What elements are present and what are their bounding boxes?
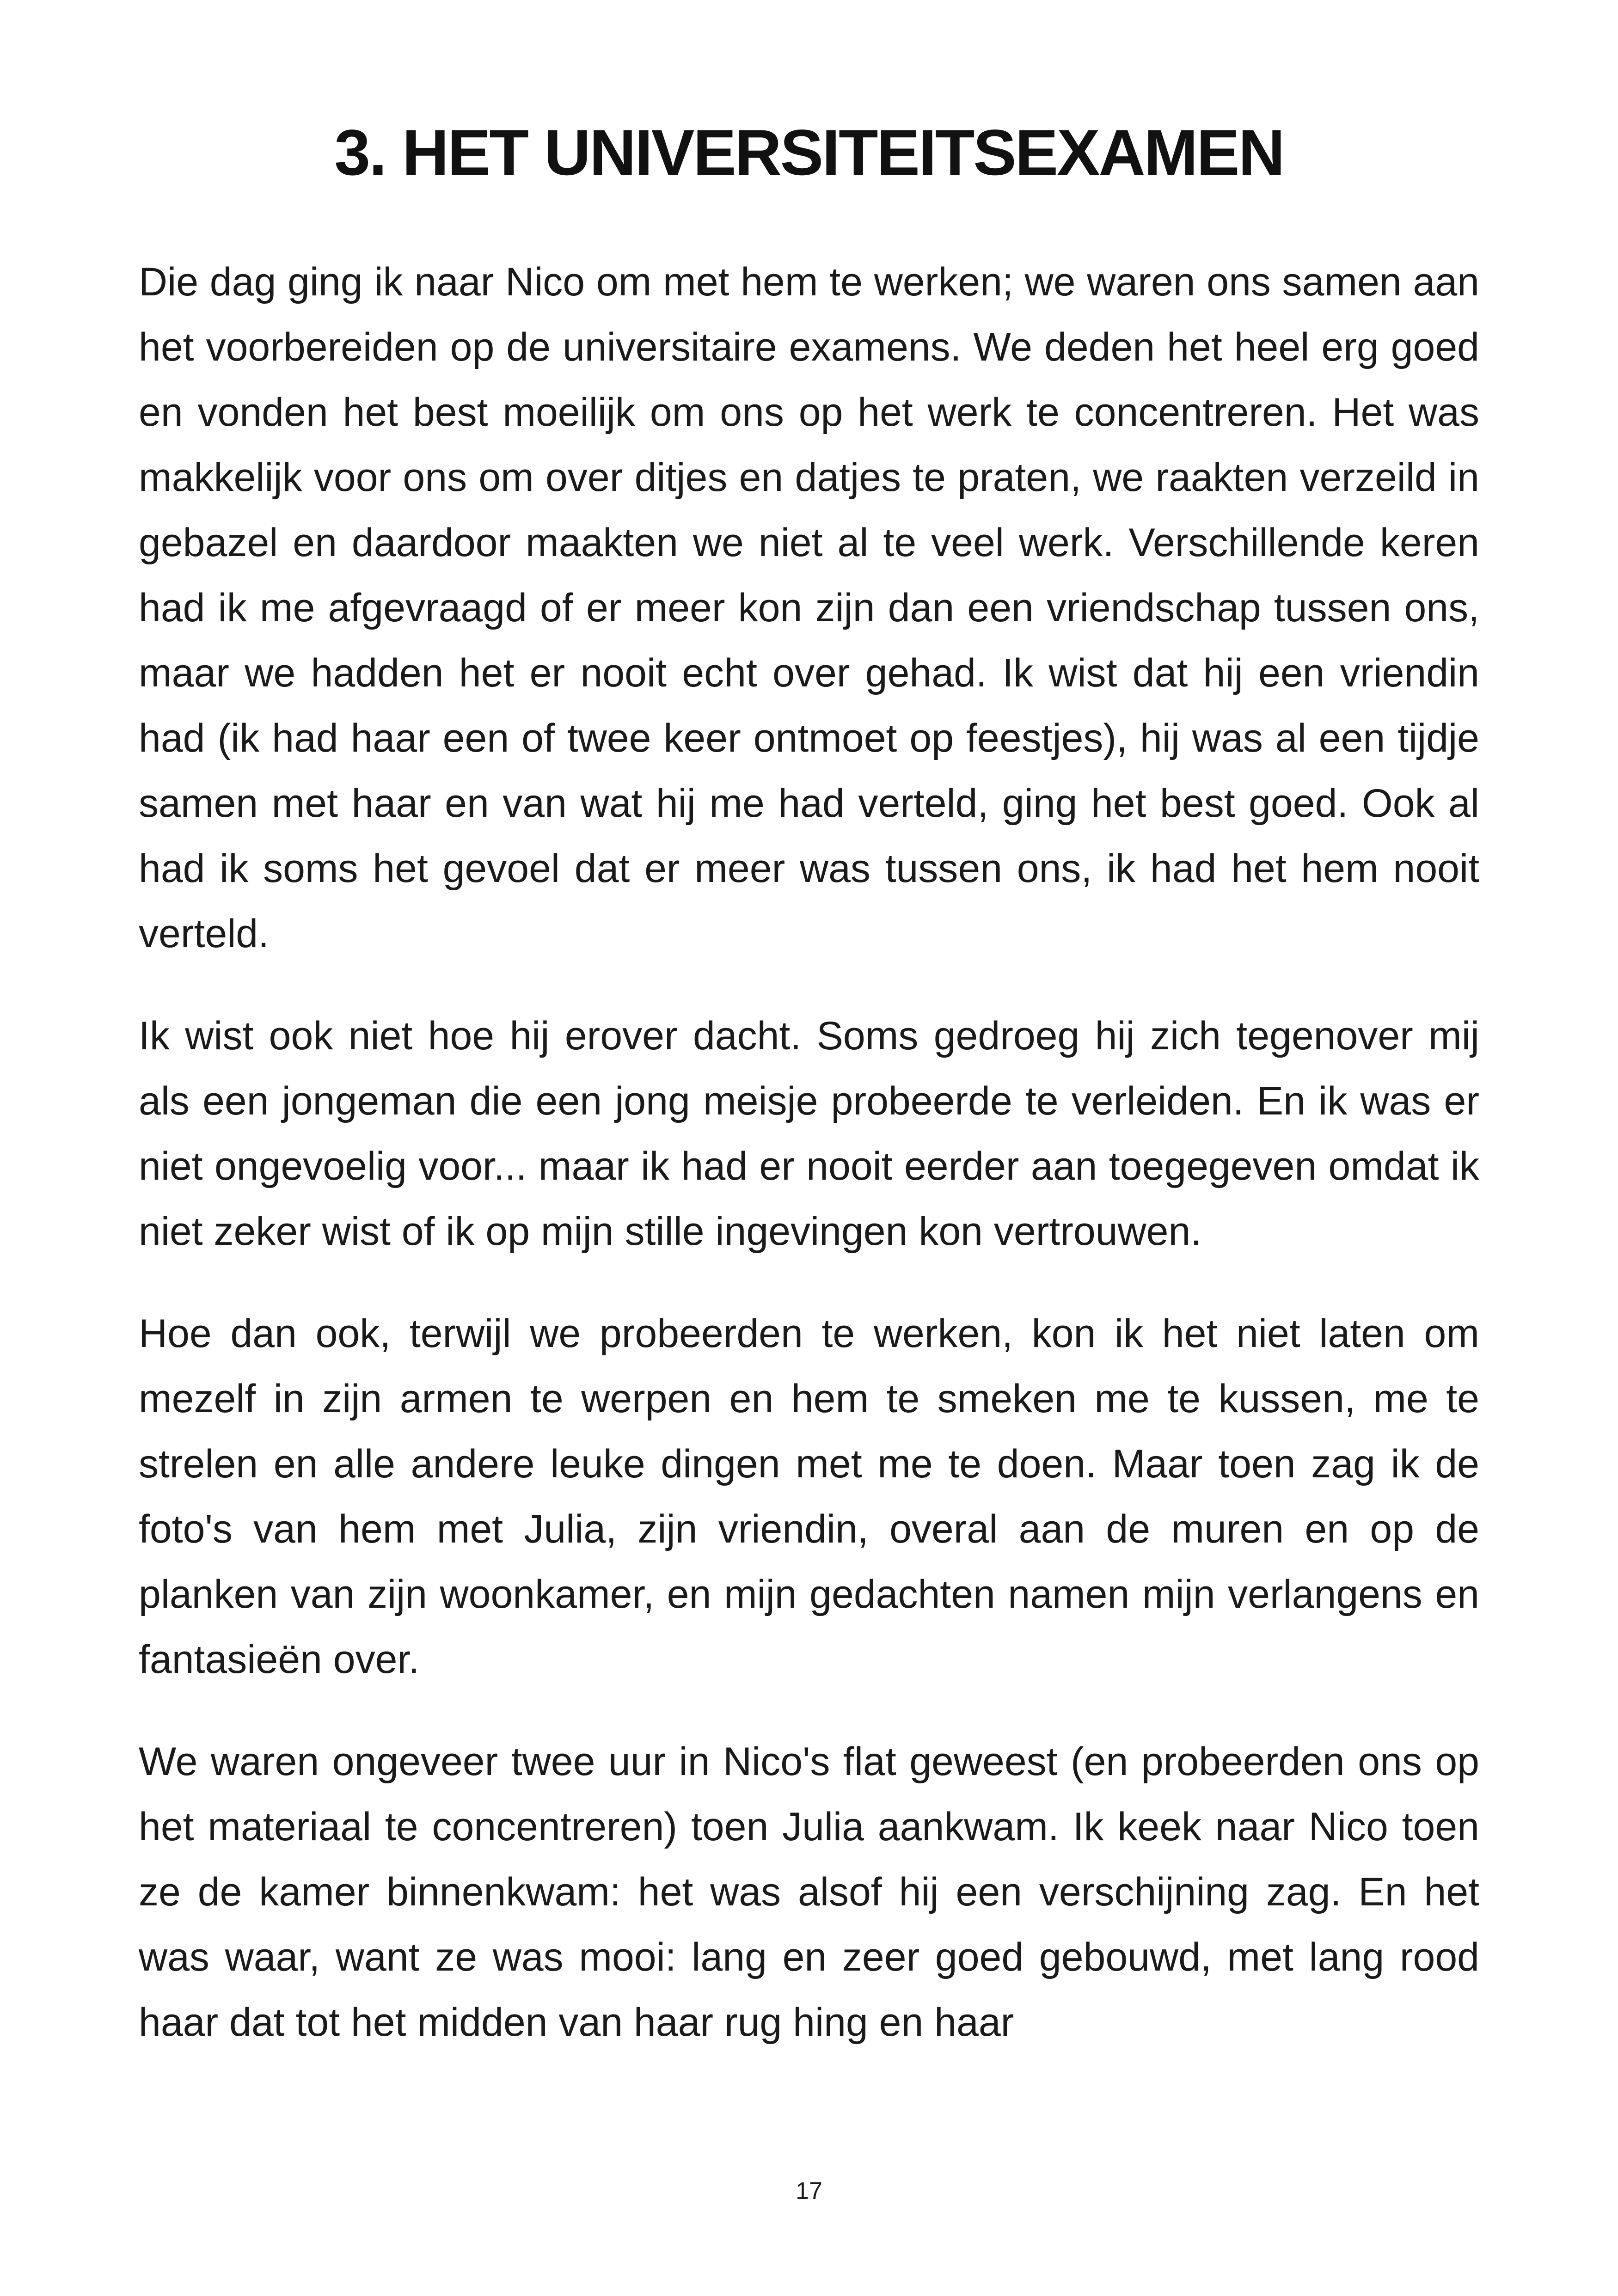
page-number: 17 bbox=[796, 2178, 822, 2204]
chapter-title: 3. HET UNIVERSITEITSEXAMEN bbox=[334, 116, 1284, 189]
paragraph-1: Die dag ging ik naar Nico om met hem te werken; we waren ons samen aan het voorbereiden op de universitaire examens. We deden het heel erg goed en vonden het best moeilijk om ons op het werk te concentreren. Het was makkelijk voor ons om over ditjes en datjes te praten, we raakten verzeild in gebazel en daardoor maakten we niet al te veel werk. Verschillende keren had ik me afgevraagd of er meer kon zijn dan een vriendschap tussen ons, maar we hadden het er nooit echt over gehad. Ik wist dat hij een vriendin had (ik had haar een of twee keer ontmoet op feestjes), hij was al een tijdje samen met haar en van wat hij me had verteld, ging het best goed. Ook al had ik soms het gevoel dat er meer was tussen ons, ik had het hem nooit verteld. bbox=[139, 260, 1479, 956]
paragraph-2: Ik wist ook niet hoe hij erover dacht. Soms gedroeg hij zich tegenover mij als een jongeman die een jong meisje probeerde te verleiden. En ik was er niet ongevoelig voor... maar ik had er nooit eerder aan toegegeven omdat ik niet zeker wist of ik op mijn stille ingevingen kon vertrouwen. bbox=[139, 1014, 1479, 1254]
paragraph-4: We waren ongeveer twee uur in Nico's flat geweest (en probeerden ons op het materiaal te concentreren) toen Julia aankwam. Ik keek naar Nico toen ze de kamer binnenkwam: het was alsof hij een verschijning zag. En het was waar, want ze was mooi: lang en zeer goed gebouwd, met lang rood haar dat tot het midden van haar rug hing en haar bbox=[139, 1739, 1479, 2045]
body-text bbox=[139, 250, 1479, 2092]
paragraph-3: Hoe dan ook, terwijl we probeerden te werken, kon ik het niet laten om mezelf in zijn armen te werpen en hem te smeken me te kussen, me te strelen en alle andere leuke dingen met me te doen. Maar toen zag ik de foto's van hem met Julia, zijn vriendin, overal aan de muren en op de planken van zijn woonkamer, en mijn gedachten namen mijn verlangens en fantasieën over. bbox=[139, 1311, 1479, 1682]
